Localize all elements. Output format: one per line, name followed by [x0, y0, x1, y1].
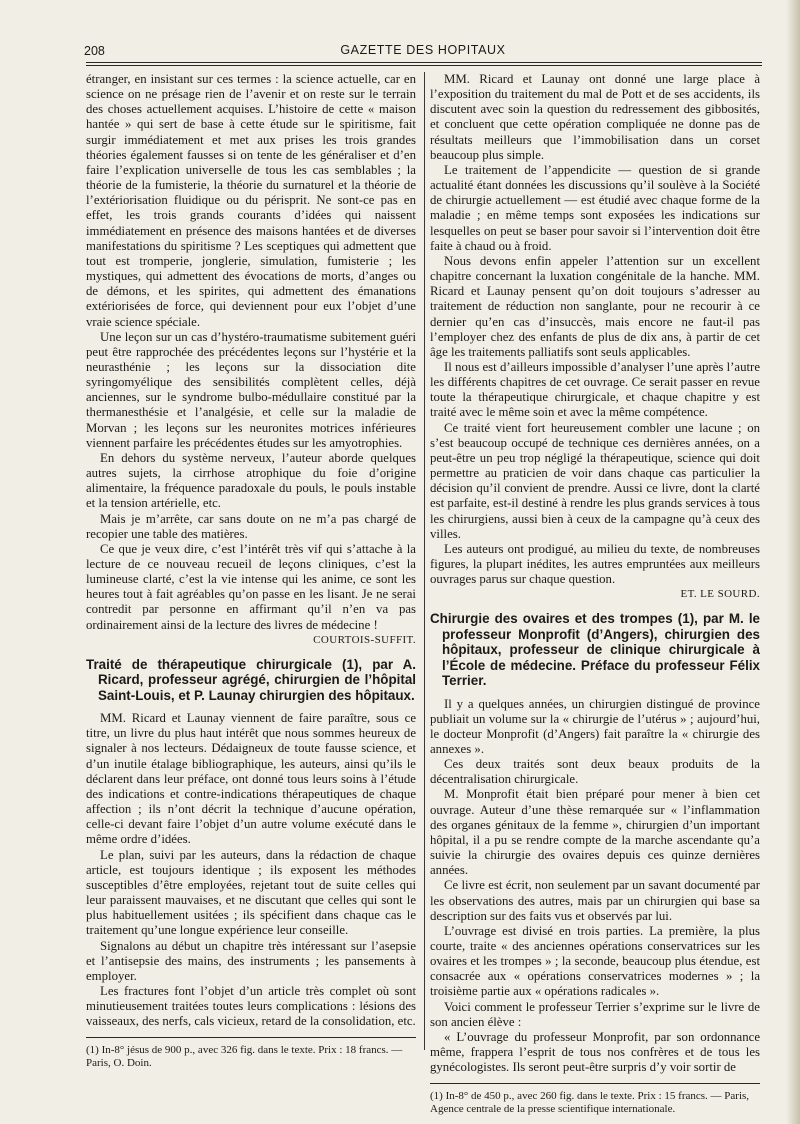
right-column	[430, 72, 760, 1116]
paragraph: Les auteurs ont prodigué, au milieu du texte, de nombreuses figures, la plupart inédites, les autres empruntées aux meilleurs ouvrages parus sur chaque question.	[430, 541, 760, 587]
paragraph: Il y a quelques années, un chirurgien distingué de province publiait un volume sur la « chirurgie de l’utérus » ; aujourd’hui, le docteur Monprofit (d’Angers) fait paraître la « chirurgie des annexes ».	[430, 696, 760, 756]
review-heading: Chirurgie des ovaires et des trompes (1), par M. le professeur Monprofit (d’Angers), chirurgien des hôpitaux, professeur de clinique chirurgicale à l’École de médecine. Préface du professeur Félix Terrier.	[430, 611, 760, 689]
signature: COURTOIS-SUFFIT.	[313, 633, 416, 646]
footnote-rule	[86, 1037, 416, 1038]
paragraph: Signalons au début un chapitre très intéressant sur l’asepsie et l’antisepsie des mains, des instruments ; les pansements à employer.	[86, 938, 416, 983]
footnote: (1) In-8° de 450 p., avec 260 fig. dans le texte. Prix : 15 francs. — Paris, Agence centrale de la presse scientifique internationale.	[430, 1090, 750, 1116]
paragraph: Voici comment le professeur Terrier s’exprime sur le livre de son ancien élève :	[430, 999, 760, 1029]
paragraph: Le plan, suivi par les auteurs, dans la rédaction de chaque article, est toujours identique ; ils exposent les méthodes susceptibles d’être employées, rejetant tout de suite celles qui leur paraissent mauvaises, et ne discutant que celles qui sont le plus habituellement usitées ; ils spécifient dans chaque cas le traitement qu’une longue expérience leur conseille.	[86, 847, 416, 938]
paragraph: « L’ouvrage du professeur Monprofit, par son ordonnance même, frappera l’esprit de tous nos confrères et de tous les gynécologistes. Ils seront peut-être surpris d’y voir sortir de	[430, 1029, 760, 1075]
page-edge-shadow	[786, 0, 800, 1124]
footnote-rule	[430, 1083, 760, 1084]
paragraph: étranger, en insistant sur ces termes : la science actuelle, car en science on ne présage rien de l’avenir et on reste sur le terrain des choses actuellement acquises. L’histoire de cette « maison hantée » qui sert de base à cette étude sur le spiritisme, fait surgir immédiatement et met aux prises les trois grandes théories également fausses si on tente de les généraliser et d’en faire l’explication universelle de tous les cas semblables ; la théorie de la fumisterie, la théorie du surnaturel et la théorie de l’extériorisation fluidique ou du périsprit. Ne sont-ce pas en effet, les trois grands courants d’idées qui naissent immédiatement en présence des maisons hantées et de diverses manifestations du spiritisme ? Les sceptiques qui admettent que tout est tromperie, jonglerie, simulation, fumisterie ; les mystiques, qui admettent des évocations de morts, d’anges ou de démons, et les spirites, qui admettent des émanations extériorisées de force, qui deviennent pour eux l’objet d’une vraie science spéciale.	[86, 72, 416, 329]
paragraph: L’ouvrage est divisé en trois parties. La première, la plus courte, traite « des anciennes opérations conservatrices sur les ovaires et les trompes » ; la seconde, beaucoup plus étendue, est consacrée aux « opérations conservatrices modernes » ; la troisième partie aux « opérations radicales ».	[430, 923, 760, 999]
signature: ET. LE SOURD.	[680, 588, 760, 601]
paragraph: En dehors du système nerveux, l’auteur aborde quelques autres sujets, la cirrhose atrophique du foie d’origine alimentaire, la fréquence paradoxale du pouls, le pouls instable et la tension artérielle, etc.	[86, 450, 416, 511]
paragraph: Ce que je veux dire, c’est l’intérêt très vif qui s’attache à la lecture de ce nouveau recueil de leçons cliniques, c’est la lumineuse clarté, c’est la vie intense qui les anime, ce sont les heures tout à fait agréables qu’on passe en les lisant. Je ne serai contredit par personne en affirmant qu’il n’en va pas ordinairement ainsi de la lecture des livres de médecine !	[86, 541, 416, 632]
paragraph: MM. Ricard et Launay viennent de faire paraître, sous ce titre, un livre du plus haut intérêt que nous sommes heureux de signaler à nos lecteurs. Dédaigneux de toute fausse science, et d’un inutile étalage bibliographique, les auteurs, ainsi qu’ils le déclarent dans leur préface, ont donné tous leurs soins à l’étude des indications et contre-indications thérapeutiques de chaque affection ; ils n’ont décrit la technique d’aucune opération, celle-ci devant faire l’objet d’un autre volume exécuté dans le même ordre d’idées.	[86, 711, 416, 847]
running-title: GAZETTE DES HOPITAUX	[340, 43, 506, 57]
header-rule-thin	[86, 65, 762, 66]
review-heading: Traité de thérapeutique chirurgicale (1), par A. Ricard, professeur agrégé, chirurgien de l’hôpital Saint-Louis, et P. Launay chirurgien des hôpitaux.	[86, 656, 416, 703]
left-column	[86, 72, 416, 1070]
paragraph: Une leçon sur un cas d’hystéro-traumatisme subitement guéri peut être rapprochée des précédentes leçons sur l’hystérie et la neurasthénie ; les leçons sur la dissociation dite syringomyélique des sensibilités complètent celles, déjà anciennes, sur le syndrome bulbo-médullaire constitué par la thermanesthésie et l’analgésie, et celle sur la maladie de Morvan ; les leçons sur les neuronites motrices inférieures viennent parfaire les précédentes études sur les amyotrophies.	[86, 329, 416, 450]
header-rule	[86, 62, 762, 63]
page-header	[80, 42, 766, 62]
paragraph: Ce livre est écrit, non seulement par un savant documenté par les observations des autres, mais par un chirurgien qui base sa description sur des faits vus et observés par lui.	[430, 878, 760, 923]
paragraph: M. Monprofit était bien préparé pour mener à bien cet ouvrage. Auteur d’une thèse remarquée sur « l’inflammation des organes génitaux de la femme », chirurgien d’un important hôpital, il a pu se rendre compte de la marche ascendante qu’a suivie la chirurgie des ovaires depuis ces quinze dernières années.	[430, 787, 760, 878]
footnote: (1) In-8° jésus de 900 p., avec 326 fig. dans le texte. Prix : 18 francs. — Paris, O. Doin.	[86, 1044, 403, 1070]
paragraph: Les fractures font l’objet d’un article très complet où sont minutieusement traitées toutes leurs complications : lésions des vaisseaux, des nerfs, cals vicieux, retard de la consolidation, etc.	[86, 983, 416, 1029]
paragraph: Ce traité vient fort heureusement combler une lacune ; on s’est beaucoup occupé de technique ces dernières années, on a peut-être un peu trop négligé la thérapeutique, science qui doit permettre au praticien de voir dans chaque cas particulier la décision qu’il convient de prendre. Aussi ce livre, dont la clarté est parfaite, est-il destiné à rendre les plus grands services à tous les chirurgiens, aussi bien à ceux de la campagne qu’à ceux des villes.	[430, 420, 760, 541]
column-divider	[424, 72, 425, 1050]
page-number: 208	[84, 44, 105, 58]
paragraph: MM. Ricard et Launay ont donné une large place à l’exposition du traitement du mal de Pott et de ses accidents, ils discutent avec soin la question du redressement des gibbosités, et concluent que cette opération compliquée ne donne pas de résultats meilleurs que l’immobilisation dans un corset beaucoup plus simple.	[430, 72, 760, 162]
paragraph: Le traitement de l’appendicite — question de si grande actualité étant données les discussions qu’il soulève à la Société de chirurgie actuellement — est étudié avec chaque forme de la maladie ; en même temps sont exposées les indications sur lesquelles on peut se baser pour savoir si l’intervention doit être faite à chaud ou à froid.	[430, 162, 760, 253]
paragraph: Nous devons enfin appeler l’attention sur un excellent chapitre concernant la luxation congénitale de la hanche. MM. Ricard et Launay pensent qu’on doit toujours s’adresser au traitement de réduction non sanglante, pour ne recourir à ce dernier qu’en cas d’insuccès, mais encore ne faut-il pas l’employer chez des enfants de plus de dix ans, à partir de cet âge les traitements palliatifs sont seuls applicables.	[430, 253, 760, 359]
paragraph: Mais je m’arrête, car sans doute on ne m’a pas chargé de recopier une table des matières.	[86, 511, 416, 541]
paragraph: Ces deux traités sont deux beaux produits de la décentralisation chirurgicale.	[430, 757, 760, 787]
paragraph: Il nous est d’ailleurs impossible d’analyser l’une après l’autre les différents chapitres de cet ouvrage. Ce serait passer en revue toute la thérapeutique chirurgicale, et chaque chapitre y est traité avec le même soin et avec la même compétence.	[430, 359, 760, 420]
